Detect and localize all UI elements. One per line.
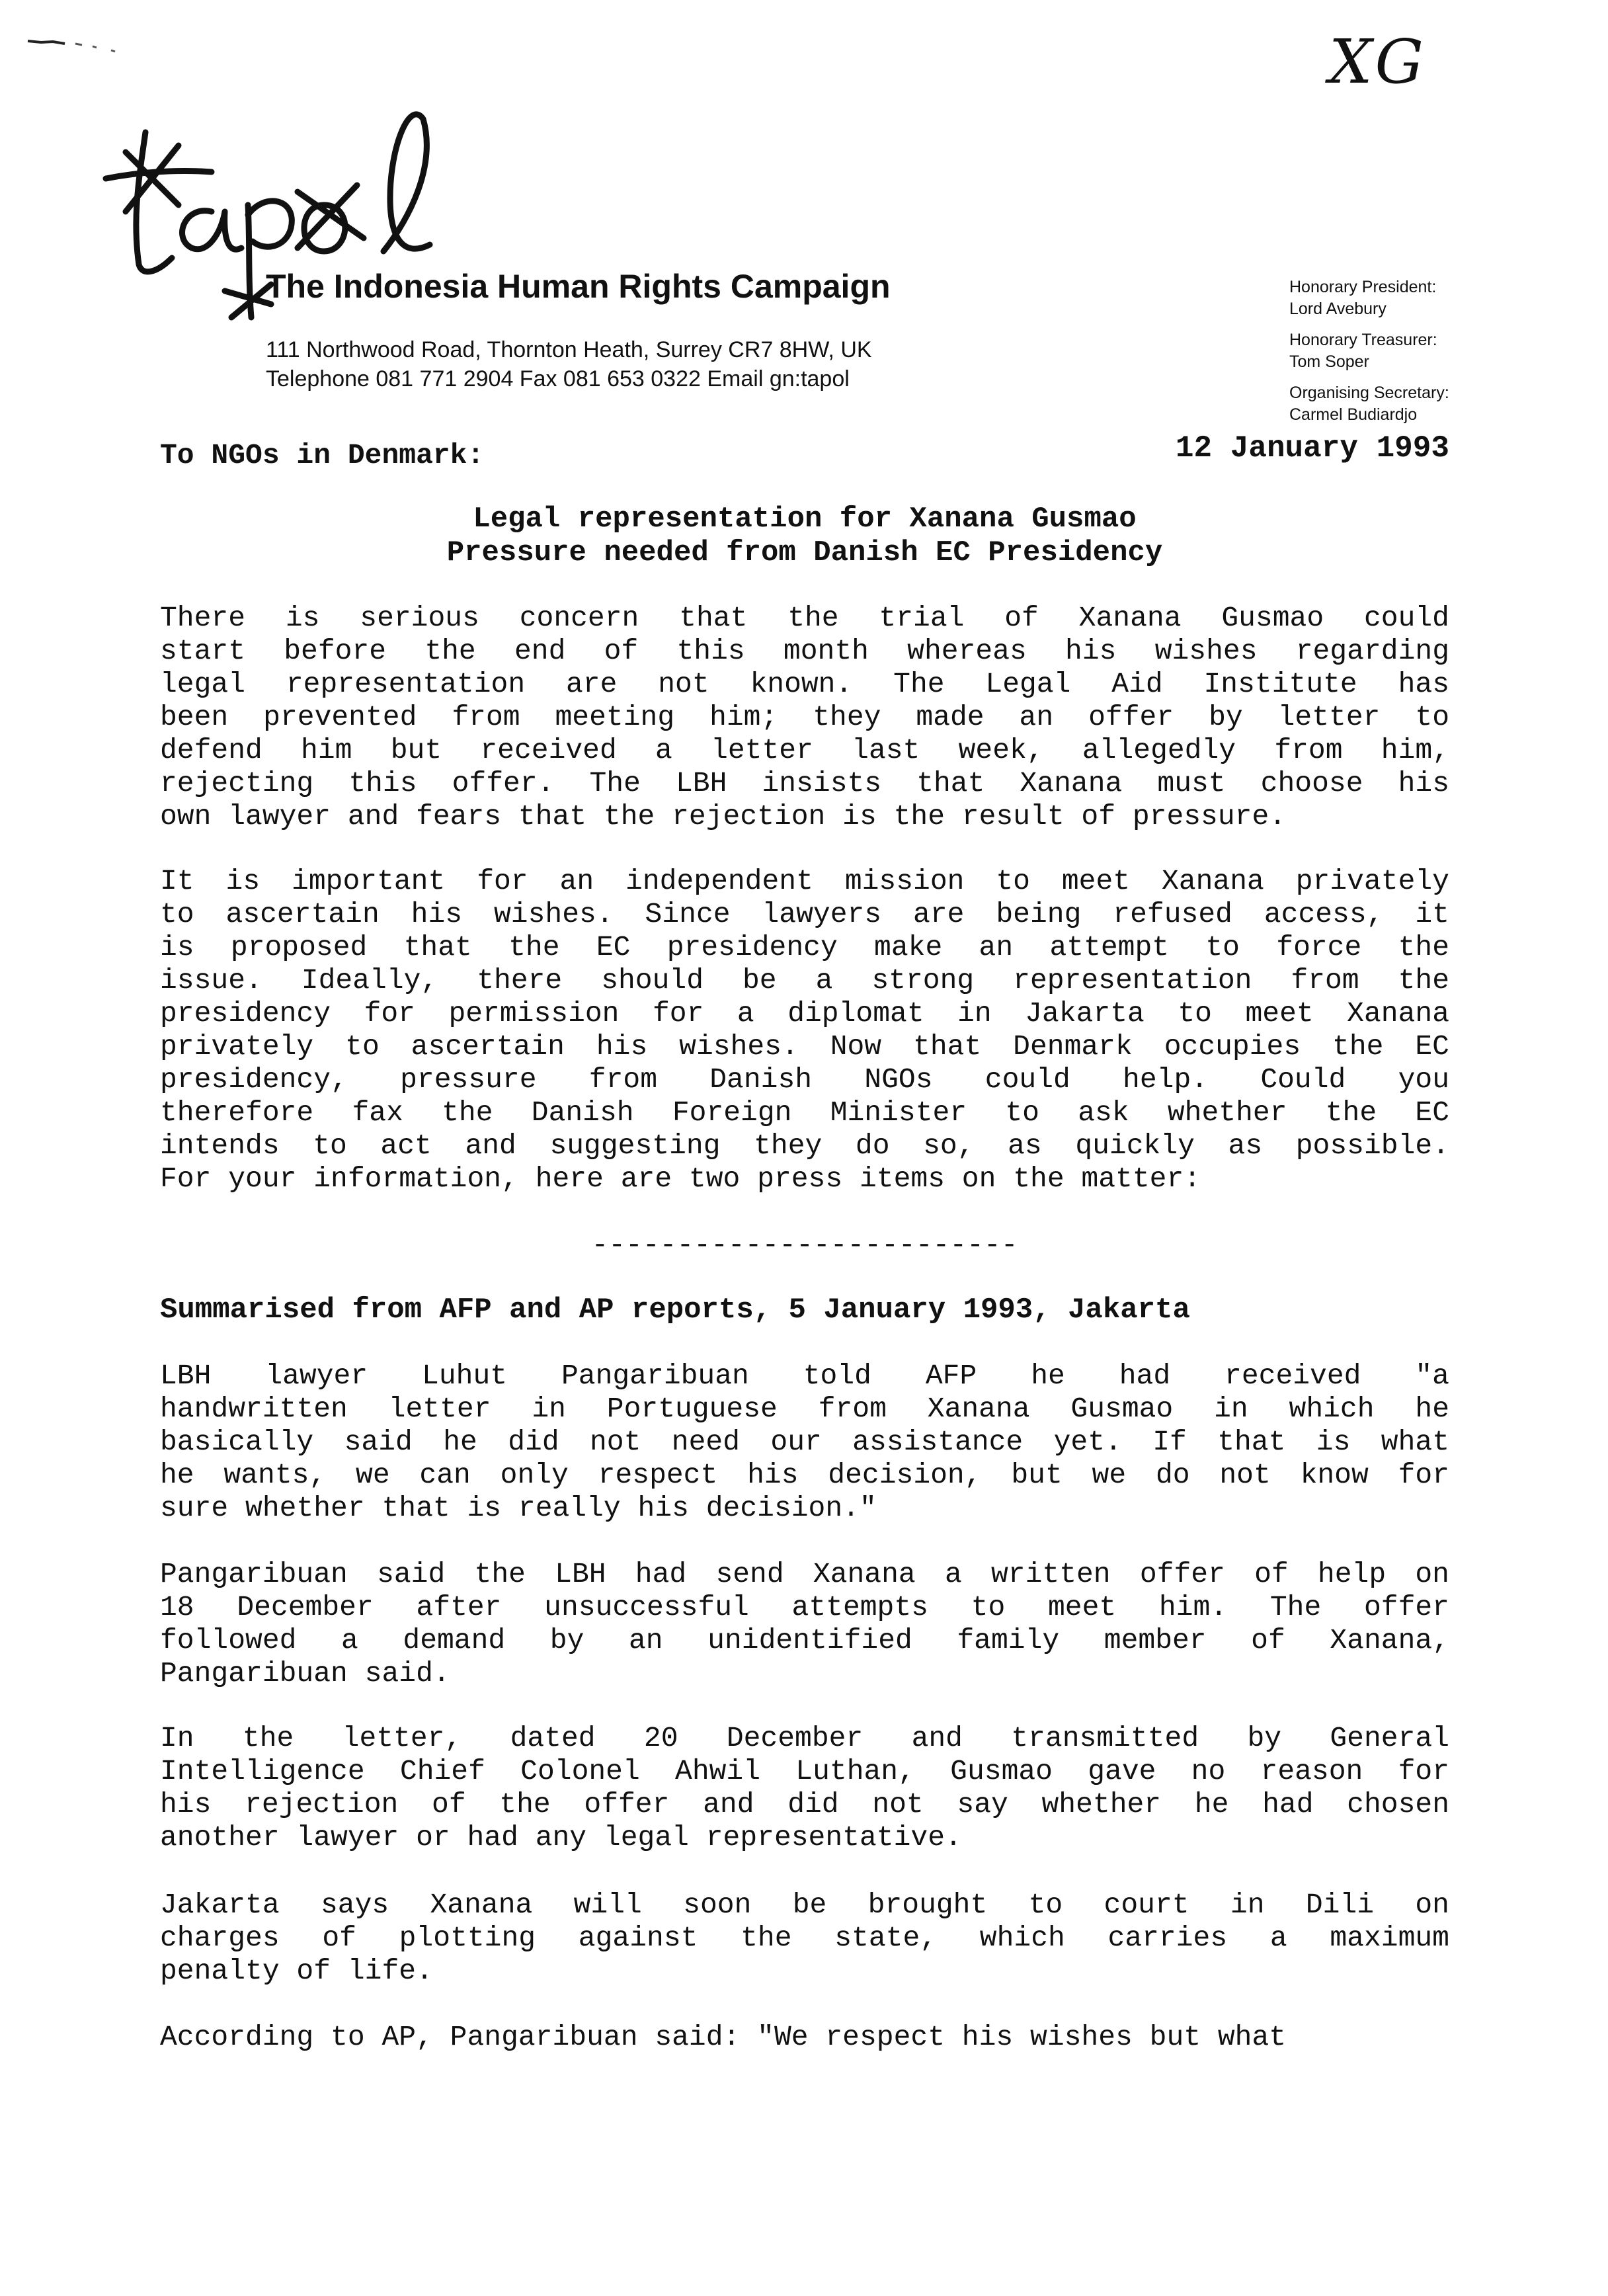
text-line: According to AP, Pangaribuan said: "We respect his wishes but what: [160, 2021, 1287, 2053]
officer-name: Carmel Budiardjo: [1289, 405, 1418, 424]
officers-list: [1289, 276, 1593, 435]
text-line: defend him but received a letter last week, allegedly from him,: [160, 734, 1449, 766]
body-paragraph: [160, 865, 1449, 1196]
text-line: basically said he did not need our assistance yet. If that is what: [160, 1426, 1449, 1458]
organization-name: The Indonesia Human Rights Campaign: [266, 268, 891, 305]
subject-line: Legal representation for Xanana Gusmao: [473, 503, 1137, 536]
text-line: been prevented from meeting him; they made an offer by letter to: [160, 701, 1449, 733]
text-line: Jakarta says Xanana will soon be brought to court in Dili on: [160, 1889, 1449, 1921]
text-line: charges of plotting against the state, which carries a maximum: [160, 1922, 1449, 1954]
text-line: Pangaribuan said.: [160, 1657, 450, 1690]
text-line: Pangaribuan said the LBH had send Xanana a written offer of help on: [160, 1558, 1449, 1590]
officer-honorary-treasurer: [1289, 329, 1593, 373]
text-line: issue. Ideally, there should be a strong representation from the: [160, 964, 1449, 997]
officer-organising-secretary: [1289, 382, 1593, 426]
text-line: LBH lawyer Luhut Pangaribuan told AFP he had received "a: [160, 1360, 1449, 1392]
report-paragraph: [160, 1558, 1449, 1690]
subject-line: Pressure needed from Danish EC Presidency: [446, 536, 1163, 569]
text-line: followed a demand by an unidentified family member of Xanana,: [160, 1624, 1449, 1657]
officer-name: Lord Avebury: [1289, 300, 1387, 318]
text-line: There is serious concern that the trial of Xanana Gusmao could: [160, 602, 1449, 634]
report-paragraph: [160, 1889, 1449, 1988]
officer-role: Honorary President:: [1289, 278, 1437, 296]
text-line: presidency, pressure from Danish NGOs could help. Could you: [160, 1063, 1449, 1096]
text-line: start before the end of this month whereas his wishes regarding: [160, 635, 1449, 667]
text-line: It is important for an independent mission to meet Xanana privately: [160, 865, 1449, 897]
report-paragraph: [160, 1360, 1449, 1525]
text-line: legal representation are not known. The Legal Aid Institute has: [160, 668, 1449, 700]
officer-name: Tom Soper: [1289, 352, 1369, 371]
text-line: penalty of life.: [160, 1955, 433, 1987]
text-line: handwritten letter in Portuguese from Xanana Gusmao in which he: [160, 1393, 1449, 1425]
text-line: privately to ascertain his wishes. Now that Denmark occupies the EC: [160, 1030, 1449, 1063]
letter-date: 12 January 1993: [1175, 431, 1449, 466]
text-line: In the letter, dated 20 December and transmitted by General: [160, 1722, 1449, 1754]
section-heading: Summarised from AFP and AP reports, 5 January 1993, Jakarta: [160, 1293, 1190, 1327]
text-line: sure whether that is really his decision.": [160, 1492, 877, 1524]
report-paragraph: [160, 2021, 1449, 2054]
text-line: Intelligence Chief Colonel Ahwil Luthan, Gusmao gave no reason for: [160, 1755, 1449, 1787]
officer-role: Honorary Treasurer:: [1289, 331, 1437, 349]
text-line: own lawyer and fears that the rejection is the result of pressure.: [160, 800, 1287, 833]
text-line: intends to act and suggesting they do so, as quickly as possible.: [160, 1129, 1449, 1162]
officer-role: Organising Secretary:: [1289, 384, 1449, 402]
text-line: another lawyer or had any legal representative.: [160, 1821, 962, 1854]
text-line: For your information, here are two press items on the matter:: [160, 1163, 1201, 1195]
recipient-line: To NGOs in Denmark:: [160, 439, 485, 472]
organization-address: 111 Northwood Road, Thornton Heath, Surrey CR7 8HW, UK: [266, 337, 872, 362]
text-line: to ascertain his wishes. Since lawyers are being refused access, it: [160, 898, 1449, 930]
report-paragraph: [160, 1722, 1449, 1854]
text-line: his rejection of the offer and did not say whether he had chosen: [160, 1788, 1449, 1821]
text-line: presidency for permission for a diplomat in Jakarta to meet Xanana: [160, 997, 1449, 1030]
separator-line: -------------------------: [591, 1229, 1018, 1261]
text-line: is proposed that the EC presidency make an attempt to force the: [160, 931, 1449, 964]
subject-heading: [160, 503, 1449, 570]
body-paragraph: [160, 602, 1449, 833]
handwritten-initials: XG: [1329, 26, 1426, 97]
text-line: 18 December after unsuccessful attempts to meet him. The offer: [160, 1591, 1449, 1623]
organization-contact: Telephone 081 771 2904 Fax 081 653 0322 Email gn:tapol: [266, 366, 850, 391]
text-line: rejecting this offer. The LBH insists that Xanana must choose his: [160, 767, 1449, 800]
officer-honorary-president: [1289, 276, 1593, 320]
scan-mark: [26, 32, 132, 58]
text-line: therefore fax the Danish Foreign Minister to ask whether the EC: [160, 1096, 1449, 1129]
text-line: he wants, we can only respect his decision, but we do not know for: [160, 1459, 1449, 1491]
